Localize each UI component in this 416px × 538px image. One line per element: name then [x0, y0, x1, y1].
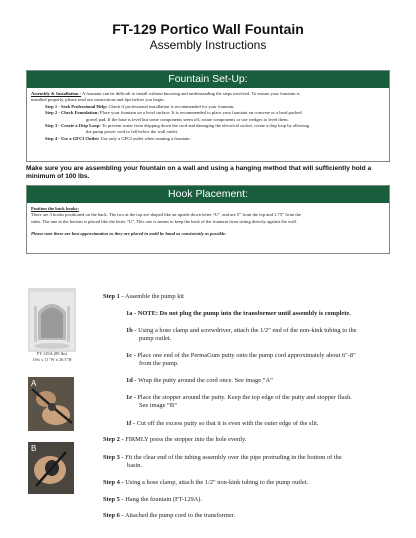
setup-step-4 [31, 136, 385, 142]
inst-text: Hang the fountain (FT-129A). [123, 496, 202, 503]
hook-label: Position the back hooks: [31, 206, 79, 211]
inst-number: Step 5 - [103, 496, 124, 503]
photo-b [28, 442, 74, 494]
inst-step-1c-cont: from the pump. [139, 360, 179, 367]
inst-number: 1d - [126, 377, 137, 384]
inst-step-1a [126, 310, 390, 318]
step-number: Step 4 - [45, 135, 60, 141]
step-label: Check Foundation: [60, 110, 99, 116]
page-subtitle: Assembly Instructions [149, 38, 267, 52]
inst-step-1d [126, 377, 390, 385]
inst-step-5 [103, 496, 393, 504]
step-label: Use a GFCI Outlet: [60, 135, 100, 141]
setup-section [26, 70, 390, 162]
inst-step-1b [126, 327, 390, 335]
setup-intro-text: A fountain can be difficult to install without knowing and understanding the steps involved. To ensure your fountain is [81, 91, 300, 96]
inst-text: FIRMLY press the stopper into the hole evenly. [123, 436, 247, 443]
inst-number: Step 4 - [103, 479, 124, 486]
step-number: Step 2 - [45, 110, 60, 116]
hook-text: There are 3 hooks positioned on the back. The two at the top are shaped like an upside down letter “U”, and are 5” from the top and 1.75” from the [31, 212, 301, 218]
step-text: Check if professional installation is recommended for your fountain. [107, 103, 235, 109]
inst-number: Step 1 - [103, 293, 124, 300]
photo-b-label: B [31, 444, 37, 453]
setup-intro-label: Assembly & Installation - [31, 91, 82, 96]
step-label: Create a Drip Loop: [60, 123, 101, 129]
inst-number: 1c - [126, 352, 136, 359]
caption-dimensions: 16¾ x 11"W x 26.5"H [32, 356, 72, 362]
inst-step-2 [103, 436, 393, 444]
inst-text: NOTE: Do not plug the pump into the transformer until assembly is complete. [136, 310, 351, 317]
setup-body [27, 88, 389, 145]
step-text: Place your fountain on a level surface. It is recommended to place your fountain on concrete or a hard packed [98, 110, 302, 116]
inst-step-1f [126, 420, 390, 428]
step-number: Step 3 - [45, 123, 60, 129]
inst-text: Fit the clear end of the tubing assembly over the pipe protruding in the bottom of the [123, 454, 342, 461]
photo-a [28, 377, 74, 431]
inst-step-1c [126, 352, 390, 360]
caption-weight: FT-129A (89 lbs) [36, 351, 68, 356]
inst-step-1e-cont: See image “B” [139, 402, 177, 409]
hook-heading: Hook Placement: [27, 186, 389, 203]
step-number: Step 1 - [45, 103, 60, 109]
page-title: FT-129 Portico Wall Fountain [112, 21, 304, 37]
setup-step-2-cont: gravel pad. If the base is level but some components seem off, rotate components or use wedges to level them. [86, 116, 289, 122]
wall-warning: Make sure you are assembling your fountain on a wall and using a hanging method that will sufficiently hold a minimum of 100 lbs. [26, 165, 372, 181]
inst-step-1b-cont: pump outlet. [139, 335, 172, 342]
inst-text: Place the stopper around the putty. Keep the top edge of the putty and stopper flush. [135, 394, 352, 401]
hook-text-cont: sides. The one at the bottom is placed like the letter “U”. This one is meant to keep the back of the fountain from sitting directly against the wall. [31, 218, 298, 224]
hook-body [27, 203, 389, 241]
inst-step-1e [126, 394, 390, 402]
inst-step-3 [103, 454, 393, 462]
inst-text: Using a hose clamp, attach the 1/2" non-kink tubing to the pump outlet. [123, 479, 309, 486]
inst-number: Step 3 - [103, 454, 124, 461]
inst-text: Assemble the pump kit [123, 293, 184, 300]
hook-section [26, 185, 390, 254]
setup-heading: Fountain Set-Up: [27, 71, 389, 88]
inst-number: 1a - [126, 310, 137, 317]
photo-a-label: A [31, 379, 37, 388]
inst-number: Step 6 - [103, 512, 124, 519]
inst-text: Cut off the excess putty so that it is even with the outer edge of the slit. [135, 420, 319, 427]
inst-number: Step 2 - [103, 436, 124, 443]
inst-step-3-cont: basin. [127, 462, 143, 469]
inst-number: 1f - [126, 420, 136, 427]
setup-step-3-cont: the pump power cord to fall below the wall outlet. [86, 129, 179, 135]
step-label: Seek Professional Help: [60, 103, 108, 109]
inst-number: 1b - [126, 327, 137, 334]
hook-note: Please note these are best approximation as they are placed in mold by hand as consistently as possible. [31, 231, 227, 237]
fountain-caption [26, 351, 78, 362]
inst-number: 1e - [126, 394, 136, 401]
step-text: To prevent water from dripping down the cord and damaging the electrical socket, create a drip loop by allowing [100, 123, 310, 129]
inst-text: Wrap the putty around the cord once. See image “A” [136, 377, 273, 384]
step-text: Use only a GFCI outlet when running a fountain. [99, 135, 191, 141]
inst-text: Attached the pump cord to the transformer. [123, 512, 236, 519]
setup-intro-cont: installed properly, please read our instructions and tips before you begin. [31, 97, 165, 103]
inst-text: Using a hose clamp and screwdriver, attach the 1/2" end of the non-kink tubing to the [136, 327, 357, 334]
inst-step-1 [103, 293, 393, 301]
inst-step-4 [103, 479, 393, 487]
inst-step-6 [103, 512, 393, 520]
inst-text: Place one end of the PermaGum putty onto the pump cord approximately about 6"-8" [135, 352, 356, 359]
